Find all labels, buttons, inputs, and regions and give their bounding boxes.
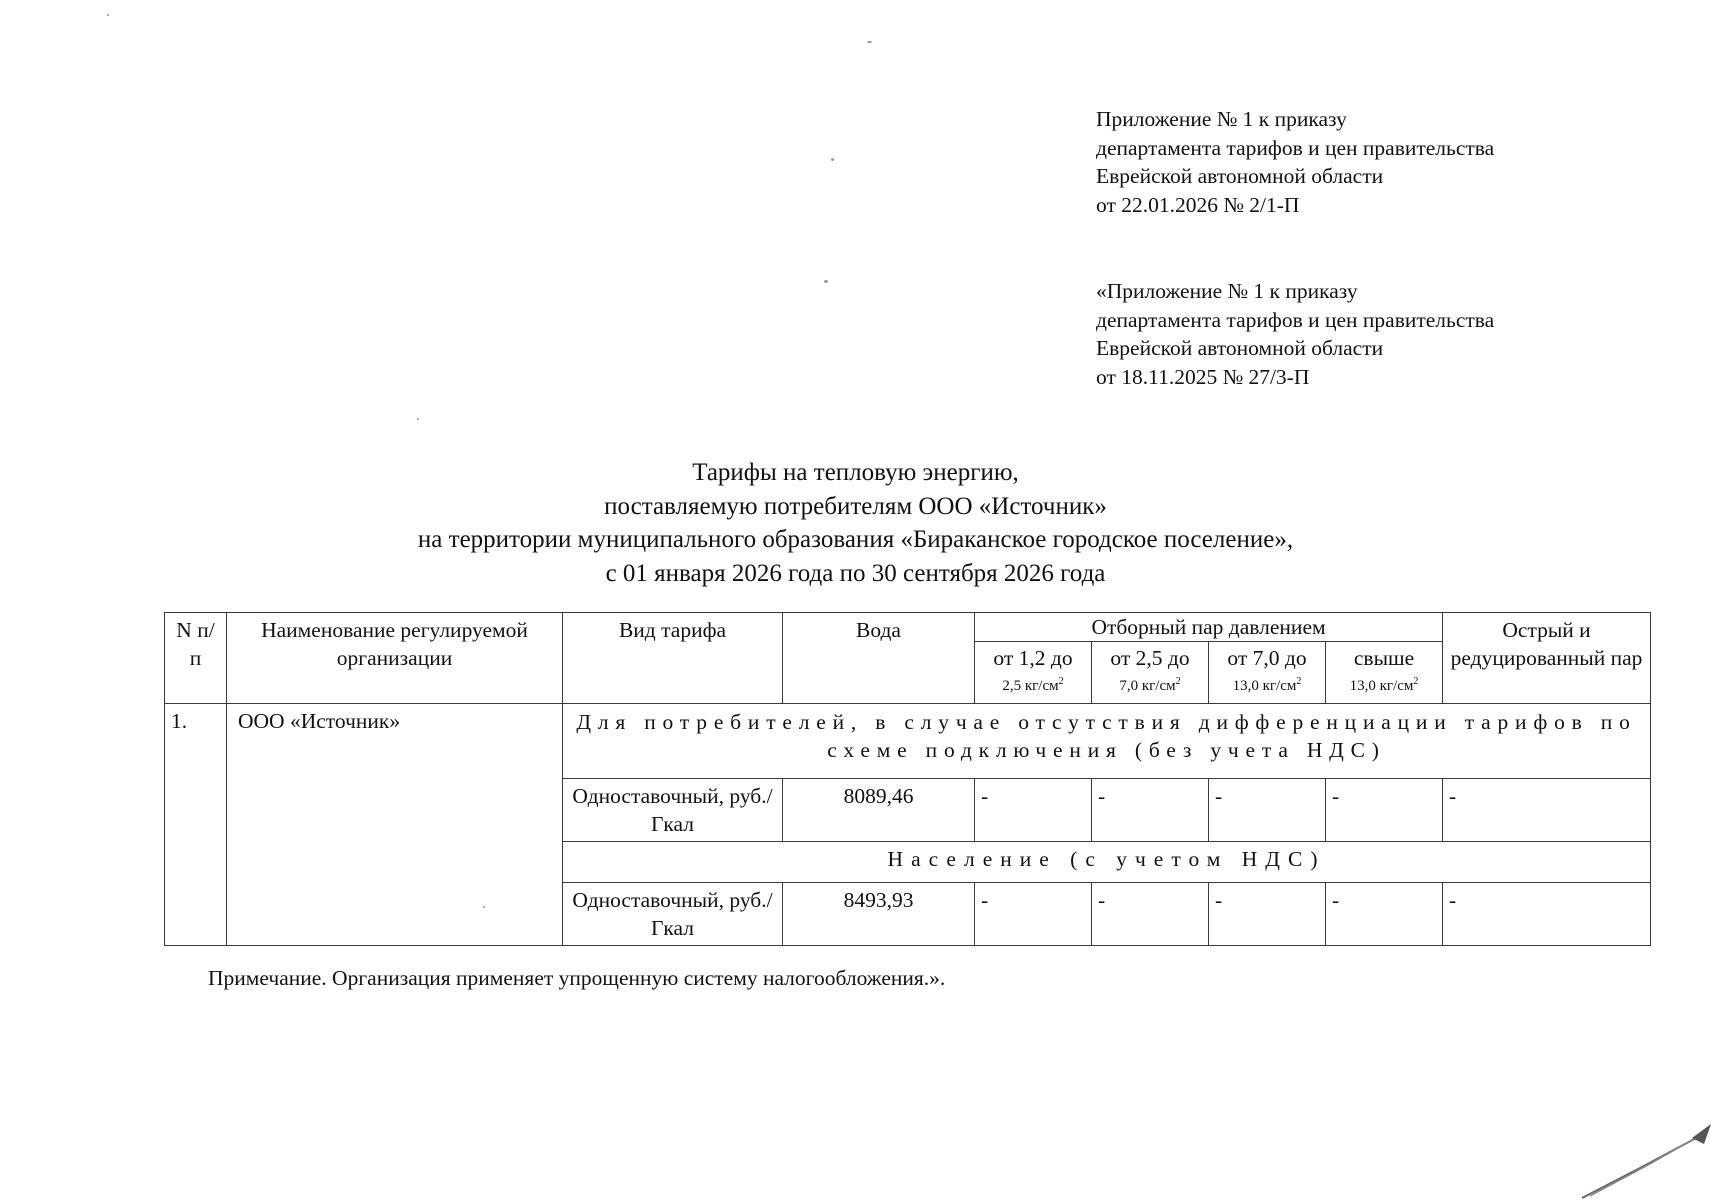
header-pressure-4 — [1326, 642, 1443, 704]
header-pressure-3 — [1209, 642, 1326, 704]
pressure-from: от 2,5 до — [1110, 646, 1190, 670]
pressure-sup: 2 — [1296, 676, 1302, 687]
header-pressure-2 — [1092, 642, 1209, 704]
pressure-sup: 2 — [1413, 676, 1419, 687]
appendix-line: от 22.01.2026 № 2/1-П — [1096, 192, 1300, 217]
title-line: с 01 января 2026 года по 30 сентября 2026 года — [605, 559, 1106, 587]
pressure-unit: 13,0 кг/см — [1232, 678, 1297, 694]
steam-value: - — [1209, 883, 1326, 946]
appendix-previous — [1096, 277, 1494, 391]
steam-value: - — [1326, 779, 1443, 842]
header-steam: Отборный пар давлением — [975, 613, 1443, 642]
appendix-line: департамента тарифов и цен правительства — [1096, 135, 1495, 160]
appendix-current — [1096, 105, 1494, 219]
steam-value: - — [1209, 779, 1326, 842]
pressure-to — [1211, 672, 1323, 696]
pressure-sup: 2 — [1175, 676, 1181, 687]
pressure-unit: 2,5 кг/см — [1002, 678, 1059, 694]
pressure-sup: 2 — [1058, 676, 1064, 687]
pressure-to — [1094, 672, 1206, 696]
steam-value: - — [975, 883, 1092, 946]
row-num: 1. — [165, 704, 227, 946]
header-pressure-1 — [975, 642, 1092, 704]
appendix-line: Приложение № 1 к приказу — [1096, 107, 1347, 131]
title-line: Тарифы на тепловую энергию, — [692, 459, 1019, 486]
document-title — [0, 456, 1711, 590]
sharp-steam-value: - — [1443, 883, 1651, 946]
pressure-from: от 1,2 до — [993, 646, 1073, 670]
scan-speck — [824, 280, 828, 283]
pen-stroke-mark — [1580, 1118, 1711, 1200]
pressure-to — [977, 672, 1089, 696]
title-line: на территории муниципального образования «Бираканское городское поселение», — [417, 526, 1294, 553]
water-value: 8089,46 — [783, 779, 975, 842]
section-non-differentiated: Для потребителей, в случае отсутствия дифференциации тарифов по схеме подключения (без учета НДС) — [563, 704, 1651, 779]
tariff-type-cell: Одноставочный, руб./Гкал — [563, 779, 783, 842]
appendix-line: Еврейской автономной области — [1096, 336, 1384, 360]
tariffs-table — [164, 612, 1651, 946]
steam-value: - — [975, 779, 1092, 842]
appendix-line: департамента тарифов и цен правительства — [1096, 307, 1495, 332]
pressure-unit: 7,0 кг/см — [1119, 678, 1176, 694]
appendix-line: Еврейской автономной области — [1096, 164, 1384, 188]
pressure-unit: 13,0 кг/см — [1349, 678, 1414, 694]
tariff-type-cell: Одноставочный, руб./Гкал — [563, 883, 783, 946]
header-sharp-steam: Острый и редуцированный пар — [1443, 613, 1651, 704]
sharp-steam-value: - — [1443, 779, 1651, 842]
pressure-to — [1328, 672, 1440, 696]
header-water: Вода — [783, 613, 975, 704]
title-line: поставляемую потребителям ООО «Источник» — [604, 492, 1107, 520]
header-org: Наименование регулируемой организации — [227, 613, 563, 704]
steam-value: - — [1092, 883, 1209, 946]
header-tariff-type: Вид тарифа — [563, 613, 783, 704]
steam-value: - — [1326, 883, 1443, 946]
water-value: 8493,93 — [783, 883, 975, 946]
scan-speck — [831, 158, 834, 161]
steam-value: - — [1092, 779, 1209, 842]
appendix-line: «Приложение № 1 к приказу — [1096, 279, 1358, 303]
header-num: N п/п — [165, 613, 227, 704]
scan-speck — [417, 418, 419, 420]
appendix-line: от 18.11.2025 № 27/3-П — [1096, 364, 1310, 389]
pressure-from: свыше — [1353, 646, 1415, 670]
row-org: ООО «Источник» — [227, 704, 563, 946]
scan-speck — [867, 41, 872, 43]
pressure-from: от 7,0 до — [1227, 646, 1307, 670]
footnote: Примечание. Организация применяет упрощенную систему налогообложения.». — [208, 966, 946, 990]
scan-speck — [107, 14, 109, 16]
section-population: Население (с учетом НДС) — [563, 842, 1651, 883]
